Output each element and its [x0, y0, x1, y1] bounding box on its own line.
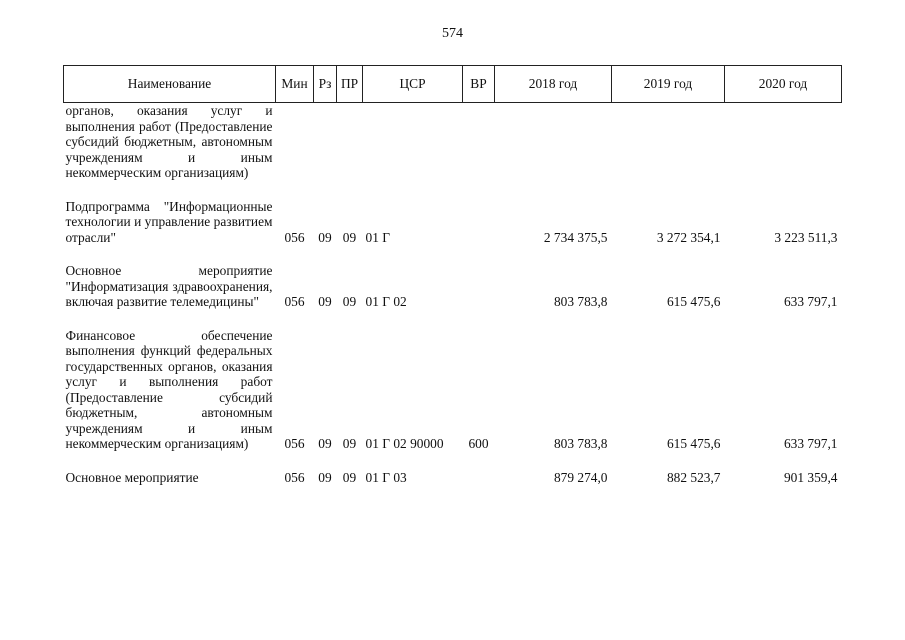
row-name: органов, оказания услуг и выполнения работ (Предоставление субсидий бюджетным, автономным учреждениям и иным некоммерческим организациям) — [65, 103, 273, 180]
col-header-rz: Рз — [314, 66, 337, 103]
table-row — [64, 199, 842, 246]
row-2018: 2 734 375,5 — [543, 229, 608, 245]
col-header-min: Мин — [276, 66, 314, 103]
row-pr — [337, 103, 363, 181]
row-csr: 01 Г — [365, 229, 390, 245]
col-header-2019: 2019 год — [612, 66, 725, 103]
row-2018 — [495, 103, 612, 181]
row-rz: 09 — [318, 436, 332, 451]
row-csr: 01 Г 02 — [365, 294, 407, 309]
row-2020 — [725, 103, 842, 181]
row-2019: 3 272 354,1 — [656, 229, 721, 245]
row-rz: 09 — [318, 469, 332, 485]
row-name: Основное мероприятие — [65, 469, 199, 485]
row-2018: 803 783,8 — [553, 436, 608, 451]
row-pr: 09 — [342, 436, 357, 451]
row-min — [276, 103, 314, 181]
row-2019 — [612, 103, 725, 181]
row-2019: 882 523,7 — [666, 469, 721, 485]
row-rz: 09 — [318, 229, 332, 245]
col-header-2020: 2020 год — [725, 66, 842, 103]
row-2020: 3 223 511,3 — [774, 229, 838, 245]
row-2018: 803 783,8 — [553, 294, 608, 309]
row-2019: 615 475,6 — [666, 436, 721, 451]
row-min: 056 — [284, 229, 305, 245]
row-csr: 01 Г 03 — [365, 469, 407, 485]
row-2020: 633 797,1 — [783, 436, 838, 451]
row-2020: 633 797,1 — [783, 294, 838, 309]
col-header-pr: ПР — [337, 66, 363, 103]
row-rz: 09 — [318, 294, 332, 309]
row-name: Финансовое обеспечение выполнения функций федеральных государственных органов, оказания услуг и выполнения работ (Предоставление субсидий бюджетным, автономным учреждениям и иным некоммерческим организациям) — [65, 327, 273, 451]
row-vr — [463, 470, 495, 486]
col-header-2018: 2018 год — [495, 66, 612, 103]
col-header-csr: ЦСР — [363, 66, 463, 103]
row-csr — [363, 103, 463, 181]
row-pr: 09 — [342, 229, 357, 245]
row-min: 056 — [284, 469, 305, 485]
row-pr: 09 — [342, 294, 357, 309]
table-row — [64, 328, 842, 452]
table-row — [64, 263, 842, 310]
row-name: Основное мероприятие "Информатизация здравоохранения, включая развитие телемедицины" — [65, 263, 273, 309]
row-min: 056 — [284, 294, 305, 309]
budget-table — [63, 65, 842, 485]
row-name: Подпрограмма "Информационные технологии и управление развитием отрасли" — [65, 198, 273, 245]
row-vr — [463, 199, 495, 246]
table-header — [64, 66, 842, 103]
table-row — [64, 470, 842, 486]
row-min: 056 — [284, 436, 305, 451]
table-row — [64, 103, 842, 181]
row-vr — [463, 103, 495, 181]
row-rz — [314, 103, 337, 181]
row-csr: 01 Г 02 90000 — [365, 436, 444, 451]
row-pr: 09 — [342, 469, 357, 485]
row-vr: 600 — [468, 436, 489, 451]
row-2020: 901 359,4 — [783, 469, 838, 485]
col-header-name: Наименование — [64, 66, 276, 103]
row-2019: 615 475,6 — [666, 294, 721, 309]
col-header-vr: ВР — [463, 66, 495, 103]
row-vr — [463, 263, 495, 310]
row-2018: 879 274,0 — [553, 469, 608, 485]
page-number: 574 — [442, 26, 463, 41]
